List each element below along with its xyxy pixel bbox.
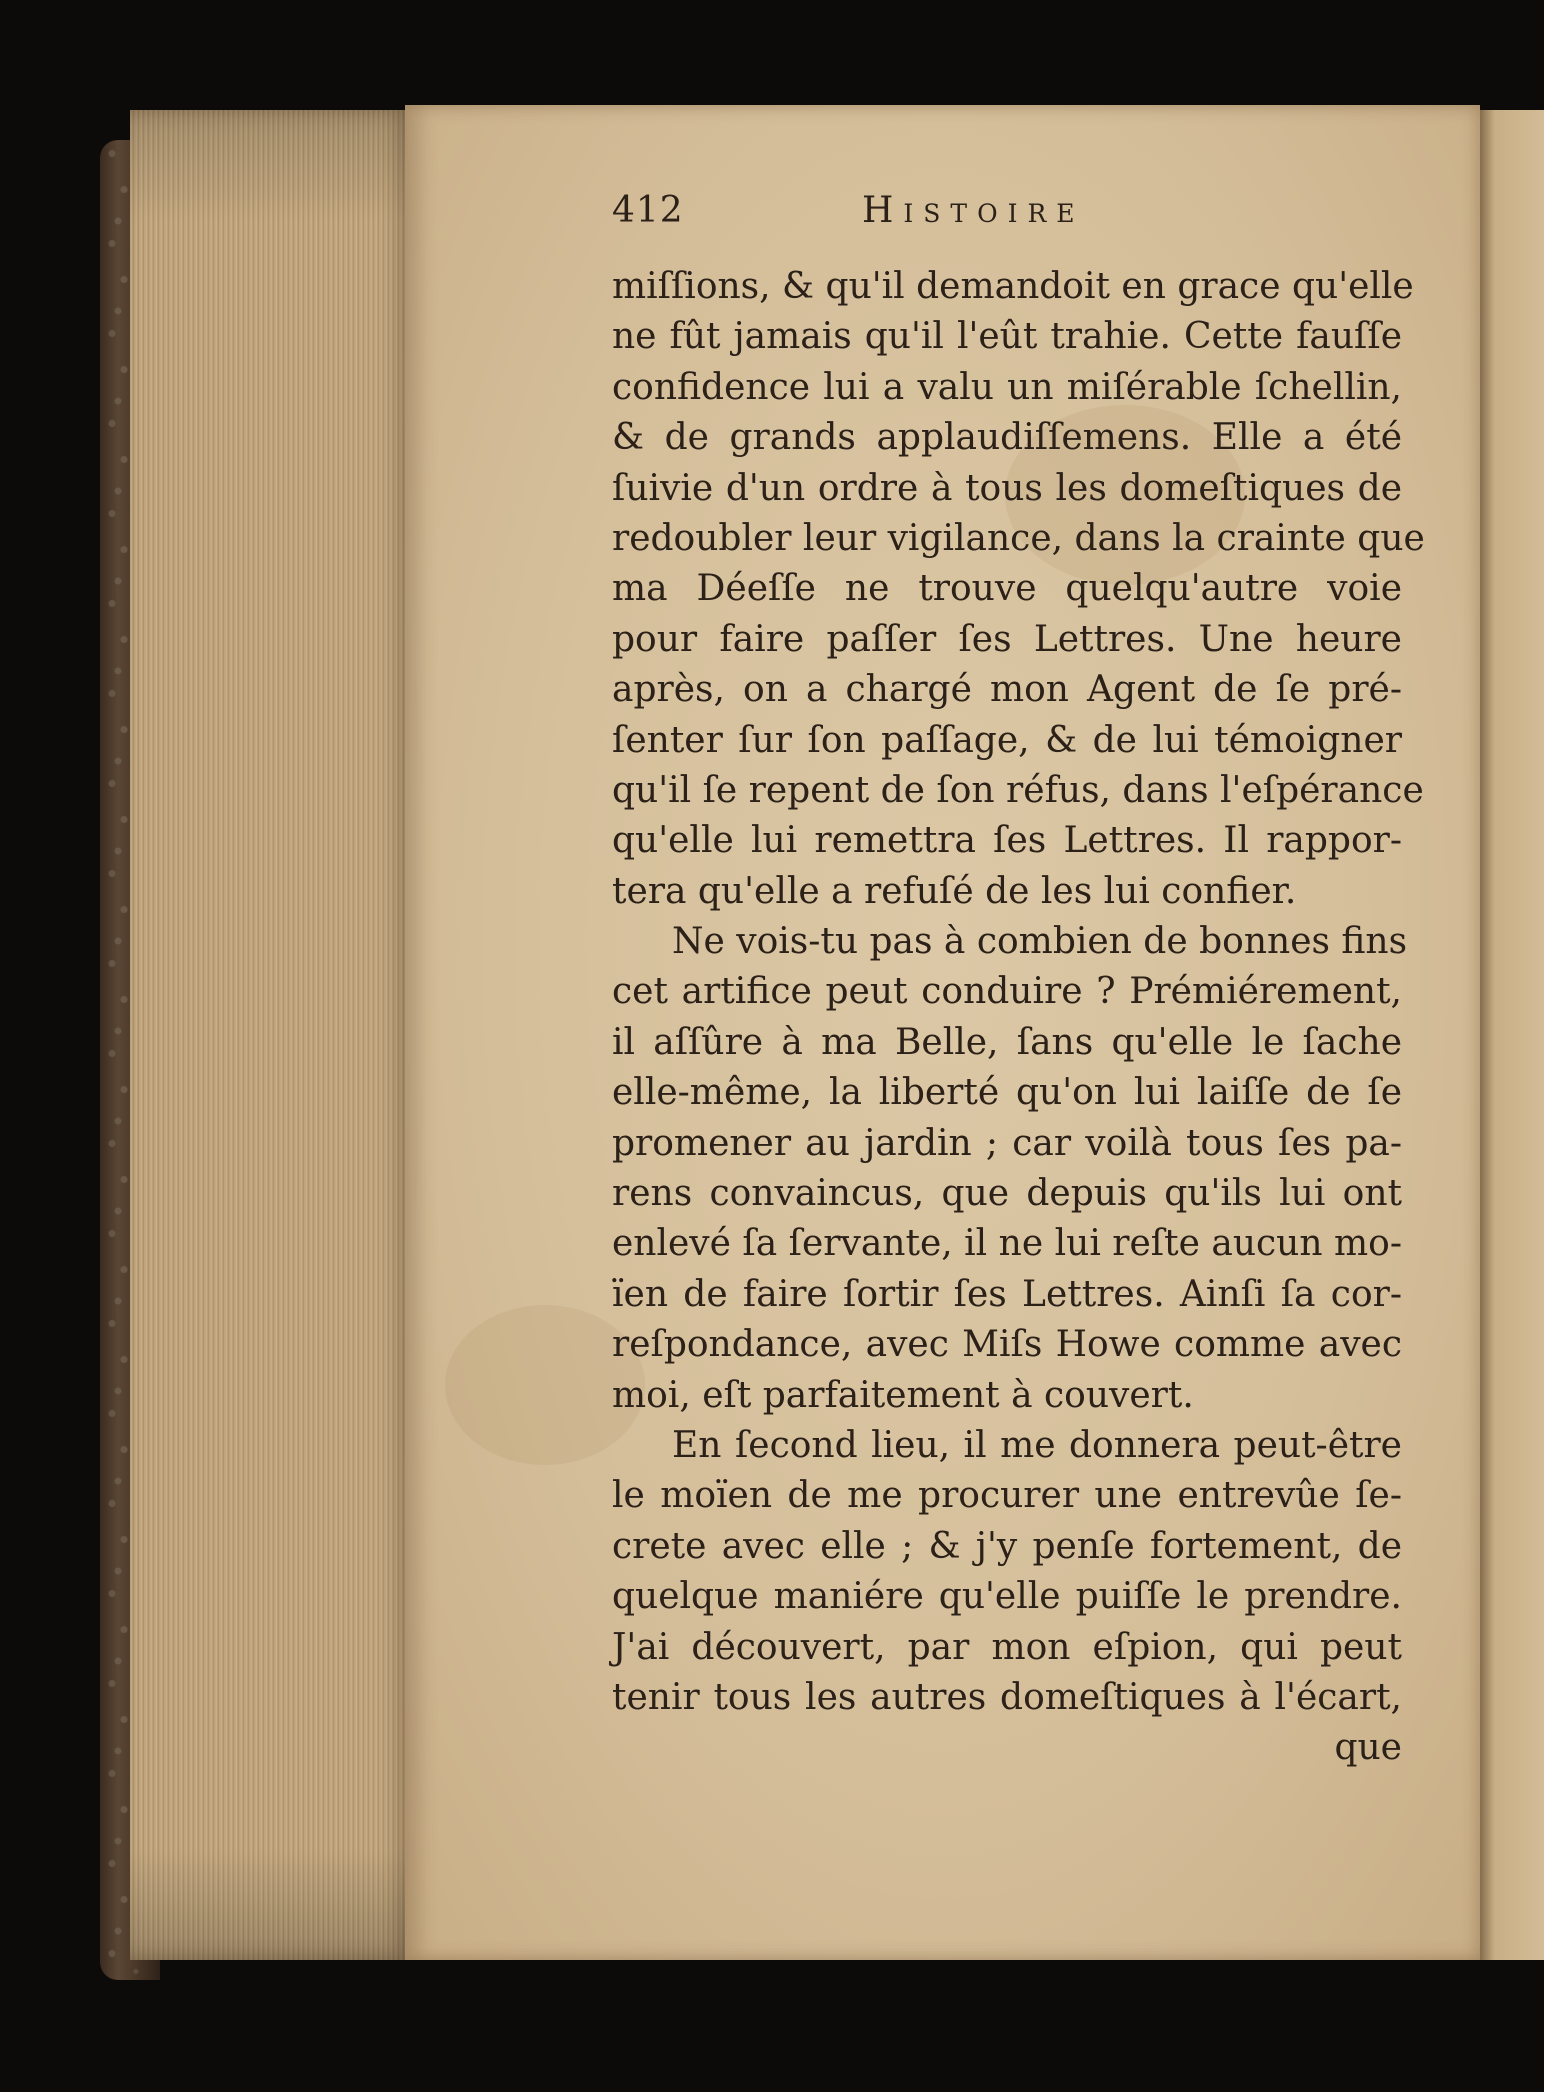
paragraph-start: En ſecond lieu, il me donnera peut-être (672, 1424, 1402, 1466)
text-line: promener au jardin ; car voilà tous ſes pa- (612, 1122, 1402, 1164)
text-line: confidence lui a valu un miſérable ſchellin, (612, 366, 1402, 408)
paragraph-start: Ne vois-tu pas à combien de bonnes fins (672, 921, 1408, 963)
text-line: ſuivie d'un ordre à tous les domeſtiques de (612, 467, 1402, 509)
text-line: crete avec elle ; & j'y penſe fortement, de (612, 1525, 1402, 1567)
text-line: miſſions, & qu'il demandoit en grace qu'elle (612, 266, 1414, 307)
text-line: après, on a chargé mon Agent de ſe pré- (612, 669, 1402, 711)
text-line: reſpondance, avec Miſs Howe comme avec (612, 1324, 1402, 1366)
text-line: le moïen de me procurer une entrevûe ſe- (612, 1475, 1402, 1517)
text-line: ne fût jamais qu'il l'eût trahie. Cette fauſſe (612, 316, 1402, 358)
text-line: J'ai découvert, par mon eſpion, qui peut (612, 1626, 1402, 1668)
facing-page-edge (1478, 110, 1544, 1960)
catchword: que (1334, 1727, 1402, 1769)
text-line: & de grands applaudiſſemens. Elle a été (612, 417, 1402, 459)
text-line: ïen de faire ſortir ſes Lettres. Ainſi ſa cor- (612, 1273, 1402, 1315)
text-line: rens convaincus, que depuis qu'ils lui ont (612, 1173, 1402, 1215)
text-line: enlevé ſa ſervante, il ne lui reſte aucun mo- (612, 1223, 1402, 1265)
page-number: 412 (612, 190, 684, 231)
body-text (612, 262, 1425, 1774)
text-line: moi, eſt parfaitement à couvert. (612, 1374, 1194, 1416)
text-line: quelque maniére qu'elle puiſſe le prendre. (612, 1576, 1402, 1618)
running-title: Histoire (862, 190, 1085, 231)
text-line: tera qu'elle a refuſé de les lui confier. (612, 870, 1297, 912)
running-head (612, 190, 1172, 240)
text-line: pour faire paſſer ſes Lettres. Une heure (612, 618, 1402, 660)
text-line: redoubler leur vigilance, dans la crainte que (612, 517, 1425, 559)
text-line: elle-même, la liberté qu'on lui laiſſe de ſe (612, 1072, 1402, 1114)
text-line: qu'elle lui remettra ſes Lettres. Il rappor- (612, 820, 1402, 862)
text-line: ma Déeſſe ne trouve quelqu'autre voie (612, 568, 1402, 610)
text-line: qu'il ſe repent de ſon réfus, dans l'eſpérance (612, 769, 1424, 811)
text-line: tenir tous les autres domeſtiques à l'écart, (612, 1676, 1402, 1718)
text-line: cet artifice peut conduire ? Prémiérement, (612, 971, 1402, 1013)
text-line: ſenter ſur ſon paſſage, & de lui témoigner (612, 719, 1402, 761)
text-line: il aſſûre à ma Belle, ſans qu'elle le ſache (612, 1021, 1402, 1063)
page-edges (130, 110, 410, 1960)
